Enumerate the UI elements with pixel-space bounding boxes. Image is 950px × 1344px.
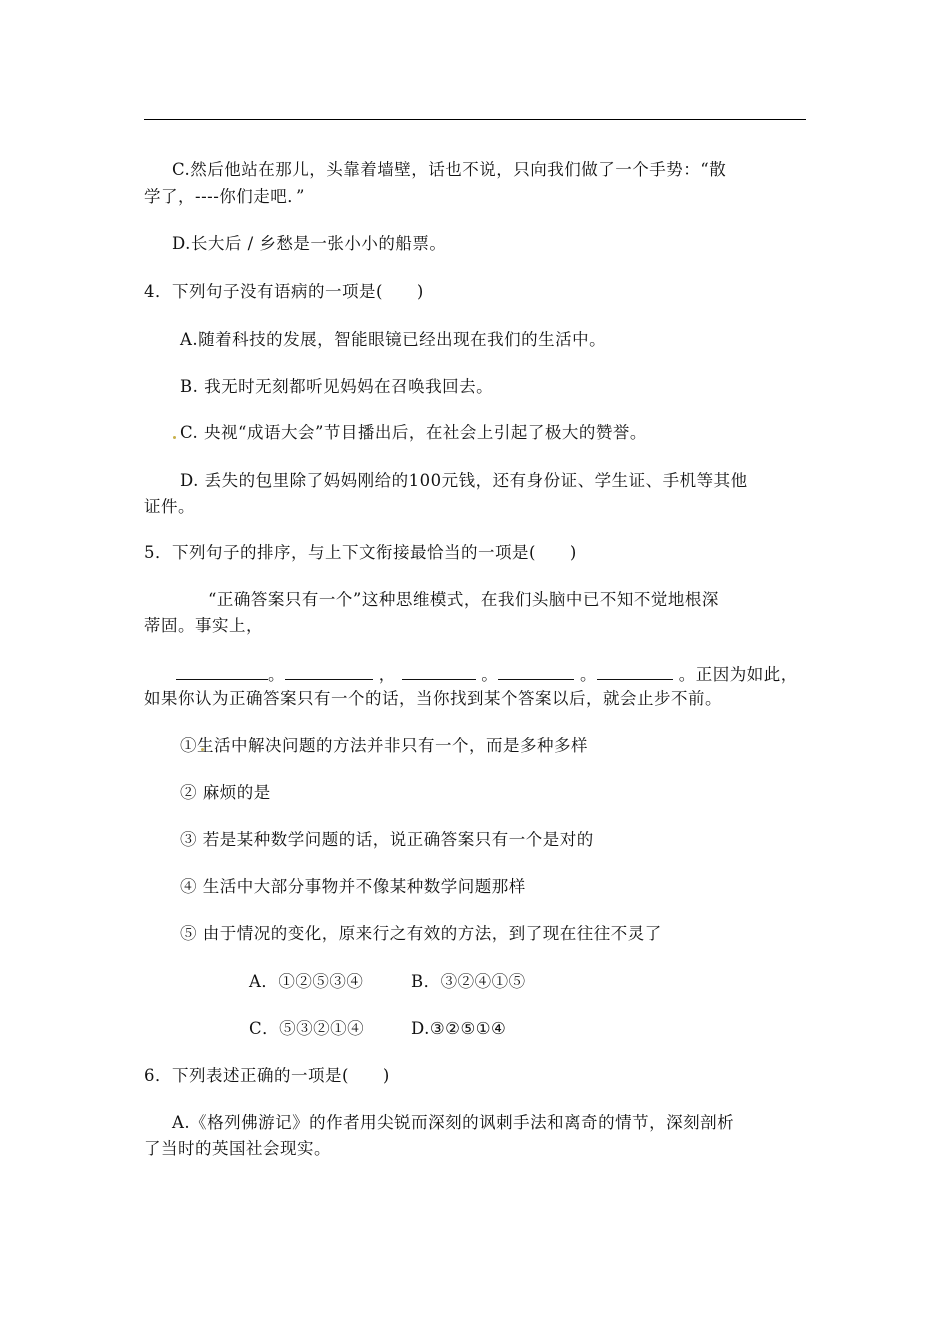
scan-dot xyxy=(173,436,176,439)
q4-option-d-line2: 证件。 xyxy=(144,497,195,516)
header-rule xyxy=(144,119,806,120)
blank-tail: 。正因为如此， xyxy=(678,665,798,684)
blank-separator: 。 xyxy=(268,665,285,684)
q6-stem: 6．下列表述正确的一项是( ) xyxy=(144,1066,390,1085)
q5-blank-line xyxy=(176,661,798,687)
blank-separator: 。 xyxy=(580,665,597,684)
answer-blank[interactable] xyxy=(176,661,268,680)
answer-blank[interactable] xyxy=(402,661,476,680)
q5-passage-line4: 如果你认为正确答案只有一个的话，当你找到某个答案以后，就会止步不前。 xyxy=(144,689,722,708)
blank-separator: 。 xyxy=(481,665,499,684)
blank-separator: ， xyxy=(378,665,396,684)
q5-item-2: ② 麻烦的是 xyxy=(180,783,271,802)
q5-option-a: A．①②⑤③④ xyxy=(249,972,364,991)
q5-item-1: ①生活中解决问题的方法并非只有一个，而是多种多样 xyxy=(180,736,588,755)
q5-passage-line2: 蒂固。事实上， xyxy=(144,616,263,635)
q6-option-a-line1: A.《格列佛游记》的作者用尖锐而深刻的讽刺手法和离奇的情节，深刻剖析 xyxy=(172,1113,735,1132)
q5-item-5: ⑤ 由于情况的变化，原来行之有效的方法，到了现在往往不灵了 xyxy=(180,924,662,943)
answer-blank[interactable] xyxy=(285,661,373,680)
q4-stem: 4．下列句子没有语病的一项是( ) xyxy=(144,282,424,301)
q3-option-d: D.长大后 / 乡愁是一张小小的船票。 xyxy=(172,234,447,253)
q4-option-b: B. 我无时无刻都听见妈妈在召唤我回去。 xyxy=(180,377,494,396)
q4-option-a: A.随着科技的发展，智能眼镜已经出现在我们的生活中。 xyxy=(180,330,607,349)
q5-option-b: B．③②④①⑤ xyxy=(411,972,526,991)
answer-blank[interactable] xyxy=(597,661,673,680)
q5-item-4: ④ 生活中大部分事物并不像某种数学问题那样 xyxy=(180,877,526,896)
q5-option-c: C．⑤③②①④ xyxy=(249,1019,365,1038)
q3-option-c-line2: 学了，----你们走吧．” xyxy=(144,187,305,206)
q5-stem: 5．下列句子的排序，与上下文衔接最恰当的一项是( ) xyxy=(144,543,577,562)
q3-option-c-line1: C.然后他站在那儿，头靠着墙壁，话也不说，只向我们做了一个手势：“散 xyxy=(172,160,727,179)
q4-option-d-line1: D. 丢失的包里除了妈妈刚给的100元钱，还有身份证、学生证、手机等其他 xyxy=(180,471,748,490)
q5-option-d: D.③②⑤①④ xyxy=(411,1019,507,1038)
q5-item-3: ③ 若是某种数学问题的话，说正确答案只有一个是对的 xyxy=(180,830,594,849)
q4-option-c: C. 央视“成语大会”节目播出后，在社会上引起了极大的赞誉。 xyxy=(180,423,647,442)
q6-option-a-line2: 了当时的英国社会现实。 xyxy=(144,1139,331,1158)
answer-blank[interactable] xyxy=(498,661,574,680)
q5-passage-line1: “正确答案只有一个”这种思维模式，在我们头脑中已不知不觉地根深 xyxy=(208,590,719,609)
